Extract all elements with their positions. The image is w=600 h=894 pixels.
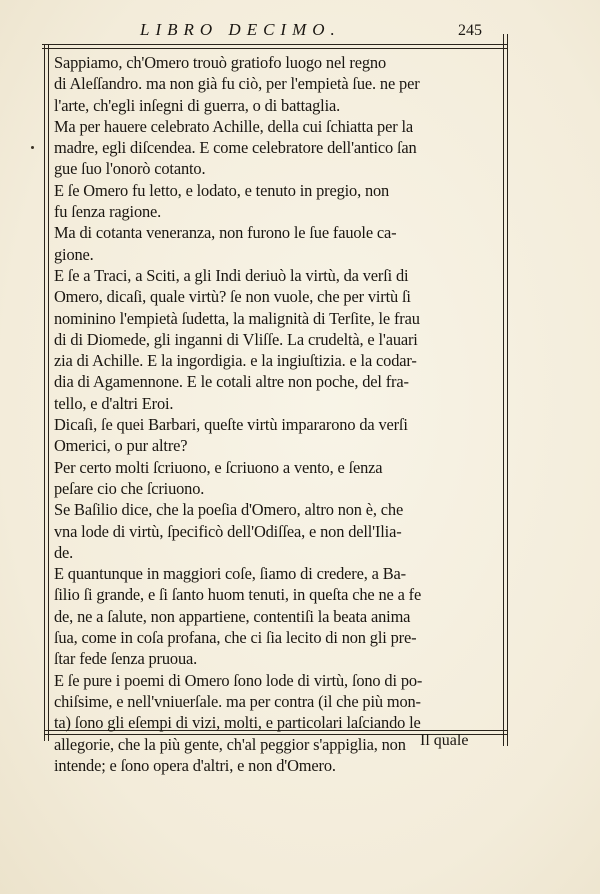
frame-left-rule bbox=[44, 44, 45, 741]
text-line: di di Diomede, gli inganni di Vliſſe. La crudeltà, e l'auari bbox=[54, 329, 418, 349]
text-line: intende; e ſono opera d'altri, e non d'Omero. bbox=[54, 755, 336, 775]
text-line: gione. bbox=[54, 244, 94, 264]
header-rule bbox=[42, 44, 508, 45]
text-line: ſtar fede ſenza pruoua. bbox=[54, 649, 198, 669]
text-body bbox=[54, 52, 500, 776]
page-number: 245 bbox=[458, 22, 482, 39]
text-line: Omero, dicaſi, quale virtù? ſe non vuole, che per virtù ſi bbox=[54, 287, 411, 307]
text-line: di Aleſſandro. ma non già fu ciò, per l'empietà ſue. ne per bbox=[54, 74, 420, 94]
text-line: ſilio ſi grande, e ſi ſanto huom tenuti, in queſta che ne a fe bbox=[54, 585, 422, 605]
text-line: zia di Achille. E la ingordigia. e la ingiuſtizia. e la codar- bbox=[54, 351, 417, 371]
text-line: Sappiamo, ch'Omero trouò gratiofo luogo nel regno bbox=[54, 53, 386, 72]
text-line: Se Baſilio dice, che la poeſia d'Omero, altro non è, che bbox=[54, 500, 404, 520]
frame-left-rule-inner bbox=[48, 44, 49, 741]
text-line: gue ſuo l'onorò cotanto. bbox=[54, 159, 206, 179]
text-line: chiſsime, e nell'vniuerſale. ma per contra (il che più mon- bbox=[54, 691, 421, 711]
catchword: Il quale bbox=[420, 732, 469, 749]
text-line: tello, e d'altri Eroi. bbox=[54, 393, 174, 413]
running-title: LIBRO DECIMO. bbox=[140, 20, 341, 39]
text-line: Ma per hauere celebrato Achille, della cui ſchiatta per la bbox=[54, 116, 413, 136]
text-line: E ſe Omero fu letto, e lodato, e tenuto in pregio, non bbox=[54, 180, 390, 200]
text-line: ſua, come in coſa profana, che ci ſia lecito di non gli pre- bbox=[54, 628, 417, 648]
text-line: ta) ſono gli eſempi di vizi, molti, e particolari laſciando le bbox=[54, 713, 421, 733]
text-line: Ma di cotanta veneranza, non furono le ſue fauole ca- bbox=[54, 223, 397, 243]
text-line: Dicaſi, ſe quei Barbari, queſte virtù impararono da verſi bbox=[54, 415, 408, 435]
text-line: madre, egli diſcendea. E come celebratore dell'antico ſan bbox=[54, 138, 417, 158]
text-line: de. bbox=[54, 542, 74, 562]
header-rule-inner bbox=[42, 48, 508, 49]
text-line: nominino l'empietà ſudetta, la malignità di Terſite, le frau bbox=[54, 308, 420, 328]
text-line: de, ne a ſalute, non appartiene, contentiſi la beata anima bbox=[54, 606, 411, 626]
text-line: vna lode di virtù, ſpecificò dell'Odiſſea, e non dell'Ilia- bbox=[54, 521, 402, 541]
text-line: l'arte, ch'egli inſegni di guerra, o di battaglia. bbox=[54, 95, 341, 115]
frame-right-rule bbox=[503, 34, 504, 746]
text-line: allegorie, che la più gente, ch'al peggior s'appiglia, non bbox=[54, 734, 406, 754]
text-line: E ſe pure i poemi di Omero ſono lode di virtù, ſono di po- bbox=[54, 670, 423, 690]
text-line: E quantunque in maggiori coſe, ſiamo di credere, a Ba- bbox=[54, 564, 406, 584]
text-line: E ſe a Traci, a Sciti, a gli Indi deriuò la virtù, da verſi di bbox=[54, 265, 409, 285]
text-line: peſare cio che ſcriuono. bbox=[54, 478, 205, 498]
frame-right-rule-inner bbox=[507, 34, 508, 746]
text-line: dia di Agamennone. E le cotali altre non poche, del fra- bbox=[54, 372, 409, 392]
margin-mark bbox=[31, 146, 34, 149]
text-line: fu ſenza ragione. bbox=[54, 202, 162, 222]
text-line: Per certo molti ſcriuono, e ſcriuono a vento, e ſenza bbox=[54, 457, 383, 477]
text-line: Omerici, o pur altre? bbox=[54, 436, 188, 456]
